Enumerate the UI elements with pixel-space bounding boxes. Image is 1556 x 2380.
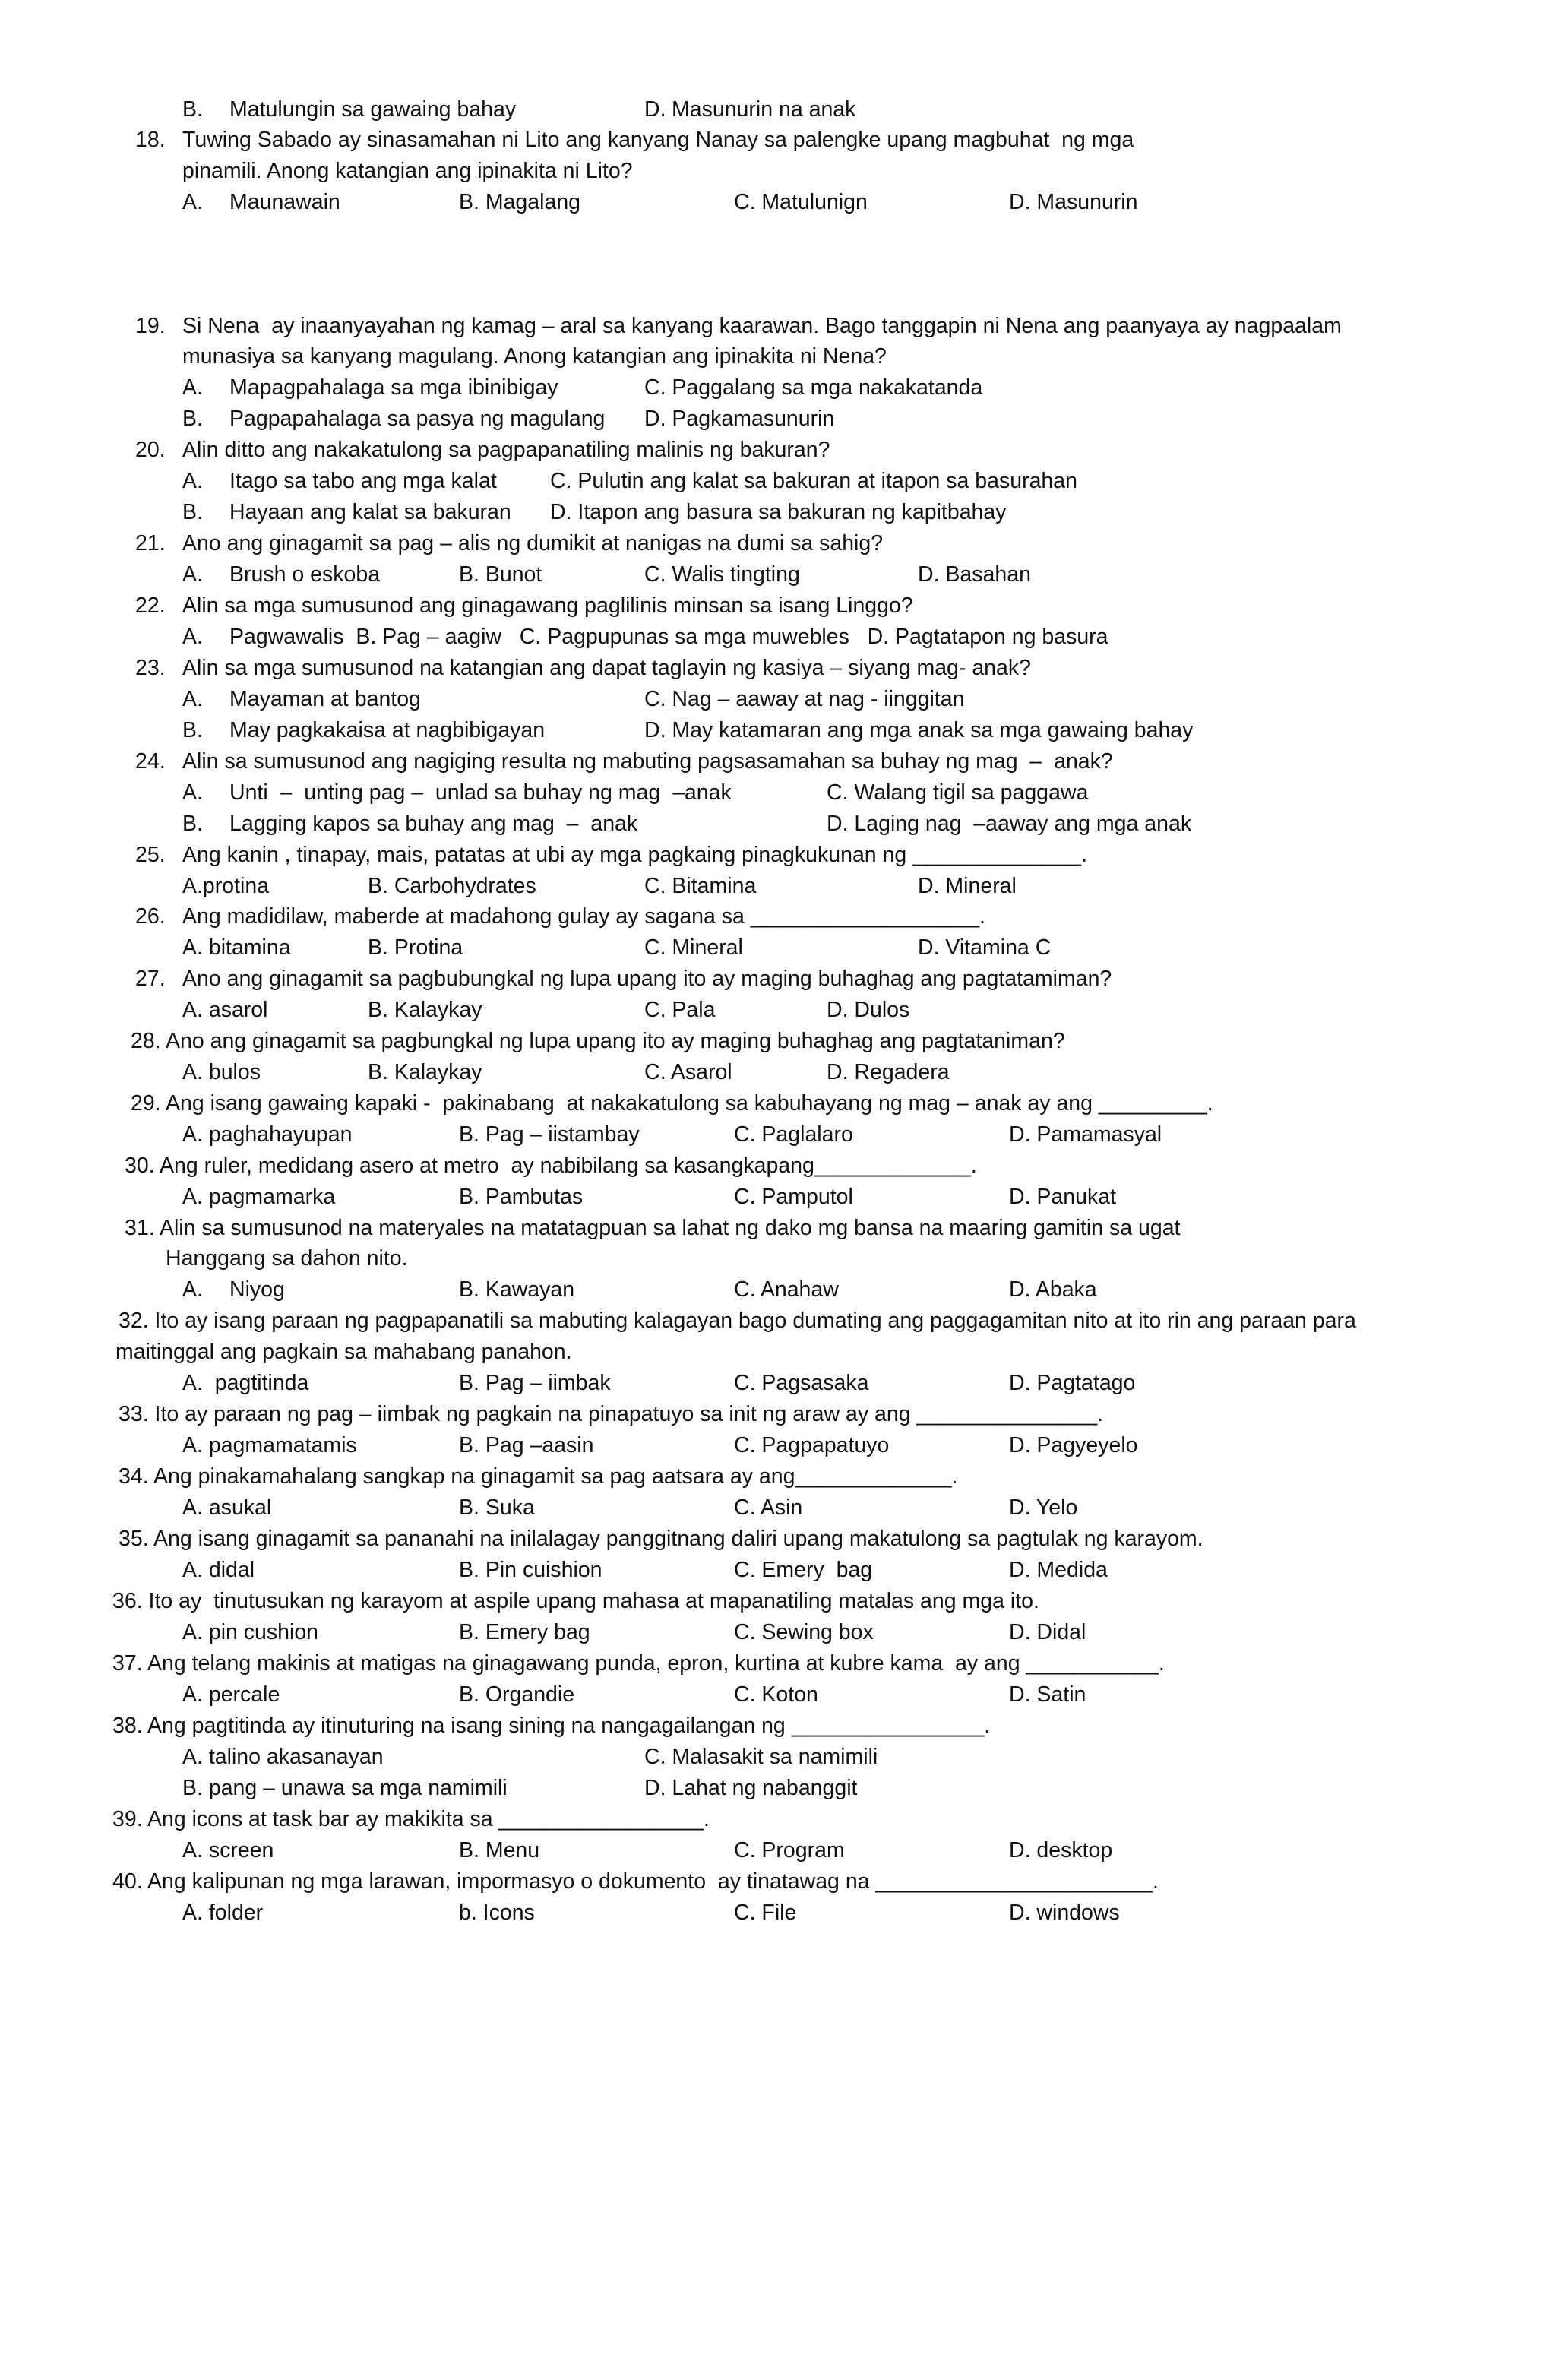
option-text: C. Pulutin ang kalat sa bakuran at itapon sa basurahan bbox=[550, 469, 1077, 493]
option-text: D. Pagkamasunurin bbox=[644, 407, 835, 431]
question-text: 39. Ang icons at task bar ay makikita sa _________________. bbox=[112, 1807, 710, 1831]
option-text: A. didal bbox=[182, 1558, 255, 1582]
option-text: D. Pagtatago bbox=[1009, 1371, 1136, 1395]
option-text: D. bbox=[644, 97, 666, 122]
option-text: A. pin cushion bbox=[182, 1620, 319, 1644]
option-text: B. Kawayan bbox=[459, 1277, 575, 1302]
option-text: B. Pag – iistambay bbox=[459, 1122, 640, 1147]
question-number: 27. bbox=[135, 967, 166, 991]
option-label: B. bbox=[182, 500, 203, 524]
question-text: 36. Ito ay tinutusukan ng karayom at aspile upang mahasa at mapanatiling matalas ang mga ito. bbox=[112, 1589, 1039, 1613]
option-label: A. bbox=[182, 562, 203, 587]
option-text: D. Vitamina C bbox=[918, 935, 1052, 960]
option-text: D. Abaka bbox=[1009, 1277, 1097, 1302]
question-number: 25. bbox=[135, 843, 166, 867]
option-text: Mapagpahalaga sa mga ibinibigay bbox=[229, 375, 558, 400]
question-number: 18. bbox=[135, 128, 166, 152]
option-text: B. Magalang bbox=[459, 190, 581, 214]
option-text: Mayaman at bantog bbox=[229, 687, 421, 711]
option-text: D. Dulos bbox=[827, 998, 910, 1022]
option-text: D. Regadera bbox=[827, 1060, 950, 1084]
question-text: Ano ang ginagamit sa pag – alis ng dumikit at nanigas na dumi sa sahig? bbox=[182, 531, 884, 555]
option-text: A. folder bbox=[182, 1901, 264, 1925]
option-text: B. Protina bbox=[368, 935, 463, 960]
option-text: A. bitamina bbox=[182, 935, 291, 960]
option-text: C. Asarol bbox=[644, 1060, 732, 1084]
option-text: D. Yelo bbox=[1009, 1495, 1078, 1520]
option-text: Unti – unting pag – unlad sa buhay ng mag –anak bbox=[229, 780, 732, 805]
option-text: D. Lahat ng nabanggit bbox=[644, 1776, 858, 1800]
option-text: D. Laging nag –aaway ang mga anak bbox=[827, 812, 1192, 836]
option-text: Lagging kapos sa buhay ang mag – anak bbox=[229, 812, 638, 836]
option-text: C. Pamputol bbox=[734, 1185, 853, 1209]
question-text: 34. Ang pinakamahalang sangkap na ginagamit sa pag aatsara ay ang_____________. bbox=[119, 1464, 958, 1489]
question-text: 28. Ano ang ginagamit sa pagbungkal ng lupa upang ito ay maging buhaghag ang pagtataniman? bbox=[131, 1029, 1065, 1053]
option-text: C. File bbox=[734, 1901, 797, 1925]
option-text: B. Bunot bbox=[459, 562, 542, 587]
option-text: D. windows bbox=[1009, 1901, 1120, 1925]
option-text: D. May katamaran ang mga anak sa mga gawaing bahay bbox=[644, 718, 1194, 742]
option-label: A. bbox=[182, 469, 203, 493]
question-number: 21. bbox=[135, 531, 166, 555]
option-label: B. bbox=[182, 718, 203, 742]
option-text: D. Didal bbox=[1009, 1620, 1086, 1644]
question-text: pinamili. Anong katangian ang ipinakita ni Lito? bbox=[182, 159, 633, 183]
option-text: C. Program bbox=[734, 1838, 845, 1863]
question-text: Tuwing Sabado ay sinasamahan ni Lito ang kanyang Nanay sa palengke upang magbuhat ng mga bbox=[182, 128, 1134, 152]
question-text: Ang madidilaw, maberde at madahong gulay ay sagana sa ___________________. bbox=[182, 904, 985, 929]
option-label: A. bbox=[182, 375, 203, 400]
option-text: A. bulos bbox=[182, 1060, 261, 1084]
option-text: A. percale bbox=[182, 1682, 280, 1707]
option-text: B. Pin cuishion bbox=[459, 1558, 602, 1582]
option-text: C. Pala bbox=[644, 998, 716, 1022]
option-text: A. screen bbox=[182, 1838, 274, 1863]
option-text: B. Pag –aasin bbox=[459, 1433, 594, 1457]
question-number: 26. bbox=[135, 904, 166, 929]
option-text: Matulungin sa gawaing bahay bbox=[229, 97, 517, 122]
option-text: D. Satin bbox=[1009, 1682, 1086, 1707]
question-text: 35. Ang isang ginagamit sa pananahi na inilalagay panggitnang daliri upang makatulong sa pagtulak ng karayom. bbox=[119, 1527, 1203, 1551]
option-text: Brush o eskoba bbox=[229, 562, 381, 587]
question-text: 33. Ito ay paraan ng pag – iimbak ng pagkain na pinapatuyo sa init ng araw ay ang _______________. bbox=[119, 1402, 1104, 1426]
option-text: C. Sewing box bbox=[734, 1620, 874, 1644]
question-text: Ang kanin , tinapay, mais, patatas at ubi ay mga pagkaing pinagkukunan ng ______________. bbox=[182, 843, 1088, 867]
question-text: 32. Ito ay isang paraan ng pagpapanatili sa mabuting kalagayan bago dumating ang paggagamitan nito at ito rin ang paraan para bbox=[119, 1309, 1356, 1333]
option-text: C. Walis tingting bbox=[644, 562, 800, 587]
option-text: Itago sa tabo ang mga kalat bbox=[229, 469, 497, 493]
option-text: A. asukal bbox=[182, 1495, 272, 1520]
option-text: A. pagmamarka bbox=[182, 1185, 336, 1209]
option-text: C. Koton bbox=[734, 1682, 818, 1707]
option-text: D. desktop bbox=[1009, 1838, 1113, 1863]
question-text: Alin sa sumusunod ang nagiging resulta ng mabuting pagsasamahan sa buhay ng mag – anak? bbox=[182, 749, 1113, 774]
question-text: 38. Ang pagtitinda ay itinuturing na isang sining na nangagailangan ng ________________. bbox=[112, 1714, 991, 1738]
option-text: Hayaan ang kalat sa bakuran bbox=[229, 500, 511, 524]
question-number: 19. bbox=[135, 314, 166, 338]
option-text: C. Pagsasaka bbox=[734, 1371, 869, 1395]
option-text: C. Paglalaro bbox=[734, 1122, 853, 1147]
option-text: D. Mineral bbox=[918, 874, 1017, 898]
option-text: D. Masunurin bbox=[1009, 190, 1138, 214]
option-text: C. Mineral bbox=[644, 935, 743, 960]
option-text: D. Pagyeyelo bbox=[1009, 1433, 1138, 1457]
option-text: D. Pamamasyal bbox=[1009, 1122, 1162, 1147]
question-text: maitinggal ang pagkain sa mahabang panahon. bbox=[115, 1340, 572, 1364]
question-number: 23. bbox=[135, 656, 166, 680]
option-text: D. Panukat bbox=[1009, 1185, 1116, 1209]
option-label: A. bbox=[182, 1277, 203, 1302]
question-text: munasiya sa kanyang magulang. Anong katangian ang ipinakita ni Nena? bbox=[182, 344, 887, 369]
question-text: Alin sa mga sumusunod na katangian ang dapat taglayin ng kasiya – siyang mag- anak? bbox=[182, 656, 1031, 680]
option-text: A. pagmamatamis bbox=[182, 1433, 357, 1457]
question-number: 22. bbox=[135, 593, 166, 618]
option-label: B. bbox=[182, 97, 203, 122]
option-text: Masunurin na anak bbox=[672, 97, 856, 122]
option-text: C. Nag – aaway at nag - iinggitan bbox=[644, 687, 965, 711]
option-text: Pagwawalis B. Pag – aagiw C. Pagpupunas sa mga muwebles D. Pagtatapon ng basura bbox=[229, 625, 1108, 649]
option-text: C. Matulunign bbox=[734, 190, 868, 214]
option-text: A. asarol bbox=[182, 998, 268, 1022]
option-text: B. Kalaykay bbox=[368, 1060, 482, 1084]
option-text: C. Bitamina bbox=[644, 874, 757, 898]
option-text: A. talino akasanayan bbox=[182, 1745, 384, 1769]
option-text: A.protina bbox=[182, 874, 270, 898]
option-text: B. Pag – iimbak bbox=[459, 1371, 611, 1395]
option-text: C. Asin bbox=[734, 1495, 803, 1520]
option-text: A. pagtitinda bbox=[182, 1371, 309, 1395]
option-label: A. bbox=[182, 687, 203, 711]
question-text: Si Nena ay inaanyayahan ng kamag – aral sa kanyang kaarawan. Bago tanggapin ni Nena ang paanyaya ay nagpaalam bbox=[182, 314, 1342, 338]
option-label: A. bbox=[182, 625, 203, 649]
option-text: B. Suka bbox=[459, 1495, 535, 1520]
option-text: D. Itapon ang basura sa bakuran ng kapitbahay bbox=[550, 500, 1007, 524]
option-text: A. paghahayupan bbox=[182, 1122, 353, 1147]
option-label: A. bbox=[182, 190, 203, 214]
question-text: 29. Ang isang gawaing kapaki - pakinabang at nakakatulong sa kabuhayang ng mag – anak ay ang _________. bbox=[131, 1091, 1213, 1116]
option-label: B. bbox=[182, 407, 203, 431]
option-text: B. Carbohydrates bbox=[368, 874, 536, 898]
question-number: 20. bbox=[135, 438, 166, 462]
question-text: Ano ang ginagamit sa pagbubungkal ng lupa upang ito ay maging buhaghag ang pagtatamiman? bbox=[182, 967, 1112, 991]
question-text: 31. Alin sa sumusunod na materyales na matatagpuan sa lahat ng dako mg bansa na maaring gamitin sa ugat bbox=[125, 1216, 1181, 1240]
option-text: C. Paggalang sa mga nakakatanda bbox=[644, 375, 983, 400]
option-text: May pagkakaisa at nagbibigayan bbox=[229, 718, 546, 742]
question-text: 40. Ang kalipunan ng mga larawan, impormasyo o dokumento ay tinatawag na _______________________. bbox=[112, 1869, 1159, 1894]
option-label: B. bbox=[182, 812, 203, 836]
option-text: C. Malasakit sa namimili bbox=[644, 1745, 878, 1769]
option-text: Maunawain bbox=[229, 190, 340, 214]
option-text: B. Pambutas bbox=[459, 1185, 584, 1209]
question-number: 24. bbox=[135, 749, 166, 774]
option-text: C. Walang tigil sa paggawa bbox=[827, 780, 1089, 805]
option-text: Niyog bbox=[229, 1277, 285, 1302]
option-text: B. Menu bbox=[459, 1838, 540, 1863]
option-text: B. pang – unawa sa mga namimili bbox=[182, 1776, 508, 1800]
question-text: Alin ditto ang nakakatulong sa pagpapanatiling malinis ng bakuran? bbox=[182, 438, 830, 462]
option-text: D. Medida bbox=[1009, 1558, 1108, 1582]
question-text: Hanggang sa dahon nito. bbox=[166, 1246, 408, 1271]
option-text: D. Basahan bbox=[918, 562, 1031, 587]
option-text: Pagpapahalaga sa pasya ng magulang bbox=[229, 407, 606, 431]
option-text: B. Kalaykay bbox=[368, 998, 482, 1022]
option-text: C. Emery bag bbox=[734, 1558, 873, 1582]
option-text: b. Icons bbox=[459, 1901, 535, 1925]
option-text: C. Anahaw bbox=[734, 1277, 839, 1302]
option-text: B. Emery bag bbox=[459, 1620, 590, 1644]
option-text: B. Organdie bbox=[459, 1682, 575, 1707]
question-text: 30. Ang ruler, medidang asero at metro ay nabibilang sa kasangkapang_____________. bbox=[125, 1154, 977, 1178]
option-label: A. bbox=[182, 780, 203, 805]
question-text: Alin sa mga sumusunod ang ginagawang paglilinis minsan sa isang Linggo? bbox=[182, 593, 913, 618]
question-text: 37. Ang telang makinis at matigas na ginagawang punda, epron, kurtina at kubre kama ay ang ___________. bbox=[112, 1651, 1165, 1676]
option-text: C. Pagpapatuyo bbox=[734, 1433, 890, 1457]
